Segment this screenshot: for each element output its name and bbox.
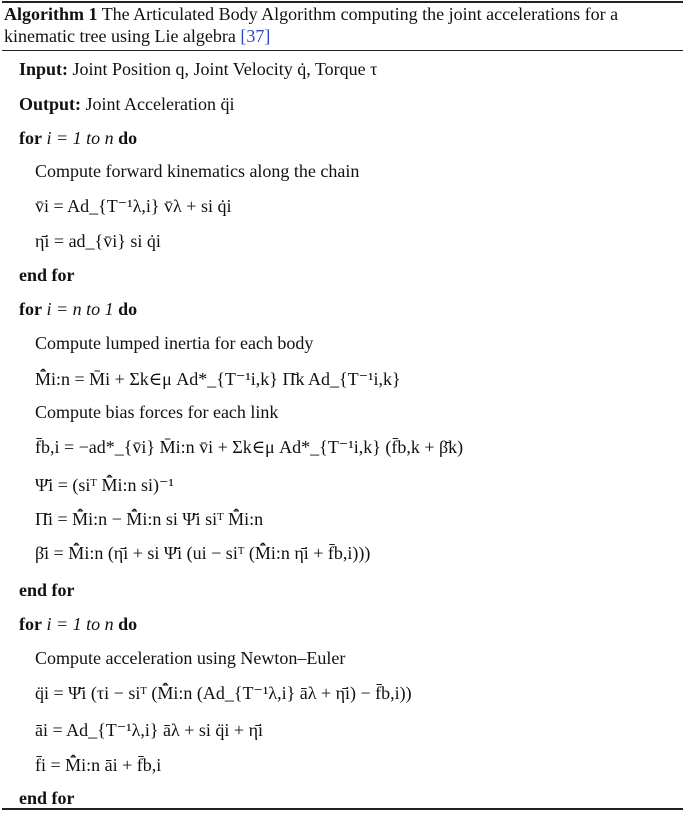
comment-forward-kinematics: Compute forward kinematics along the chain [35, 161, 360, 181]
input-text: Joint Position q, Joint Velocity q̇, Torque τ [72, 59, 378, 79]
output-text: Joint Acceleration q̈i [85, 94, 235, 114]
for-loop-2 [19, 298, 137, 322]
for-loop-1 [19, 127, 137, 151]
equation-pi: Π̄i = M̂̄i:n − M̂̄i:n si Ψ̄i siᵀ M̂̄i:n [35, 509, 264, 529]
for-keyword: for [19, 614, 42, 634]
equation-beta: β̄i = M̂̄i:n (η̄i + si Ψ̄i (ui − siᵀ (M̂̄i:n η̄i + f̄b,i))) [35, 543, 371, 563]
algorithm-caption [4, 4, 680, 47]
comment-newton-euler: Compute acceleration using Newton–Euler [35, 648, 346, 668]
input-keyword: Input: [19, 59, 69, 79]
bottom-rule [2, 808, 683, 810]
output-keyword: Output: [19, 94, 82, 114]
caption-text: The Articulated Body Algorithm computing the joint accelerations for a kinematic tree using Lie algebra [4, 4, 619, 46]
equation-bias-force: f̄b,i = −ad*_{v̄i} M̄i:n v̄i + Σk∈μ Ad*_{T⁻¹i,k} (f̄b,k + β̄k) [35, 437, 464, 457]
equation-velocity: v̄i = Ad_{T⁻¹λ,i} v̄λ + si q̇i [35, 196, 232, 216]
equation-link-acceleration: āi = Ad_{T⁻¹λ,i} āλ + si q̈i + η̄i [35, 720, 263, 740]
input-line [19, 58, 377, 82]
loop-range: i = n to 1 [46, 299, 114, 319]
equation-psi: Ψ̄i = (siᵀ M̂̄i:n si)⁻¹ [35, 475, 174, 495]
equation-joint-acceleration: q̈i = Ψ̄i (τi − siᵀ (M̂̄i:n (Ad_{T⁻¹λ,i} āλ + η̄i) − f̄b,i)) [35, 683, 412, 703]
output-line [19, 93, 234, 117]
equation-link-force: f̄i = M̂̄i:n āi + f̄b,i [35, 755, 162, 775]
top-rule [2, 1, 683, 3]
loop-range: i = 1 to n [46, 614, 114, 634]
equation-eta: η̄i = ad_{v̄i} si q̇i [35, 231, 161, 251]
end-for-3: end for [19, 788, 75, 808]
citation-link[interactable]: [37] [240, 25, 271, 46]
algorithm-label: Algorithm 1 [4, 4, 98, 24]
do-keyword: do [118, 614, 138, 634]
end-for-1: end for [19, 265, 75, 285]
for-keyword: for [19, 299, 42, 319]
for-loop-3 [19, 613, 137, 637]
end-for-2: end for [19, 580, 75, 600]
equation-lumped-inertia: M̂̄i:n = M̄i + Σk∈μ Ad*_{T⁻¹i,k} Π̄k Ad_{T⁻¹i,k} [35, 369, 401, 389]
for-keyword: for [19, 128, 42, 148]
caption-rule [2, 50, 683, 51]
comment-bias-forces: Compute bias forces for each link [35, 402, 279, 422]
do-keyword: do [118, 299, 138, 319]
loop-range: i = 1 to n [46, 128, 114, 148]
comment-lumped-inertia: Compute lumped inertia for each body [35, 333, 314, 353]
do-keyword: do [118, 128, 138, 148]
